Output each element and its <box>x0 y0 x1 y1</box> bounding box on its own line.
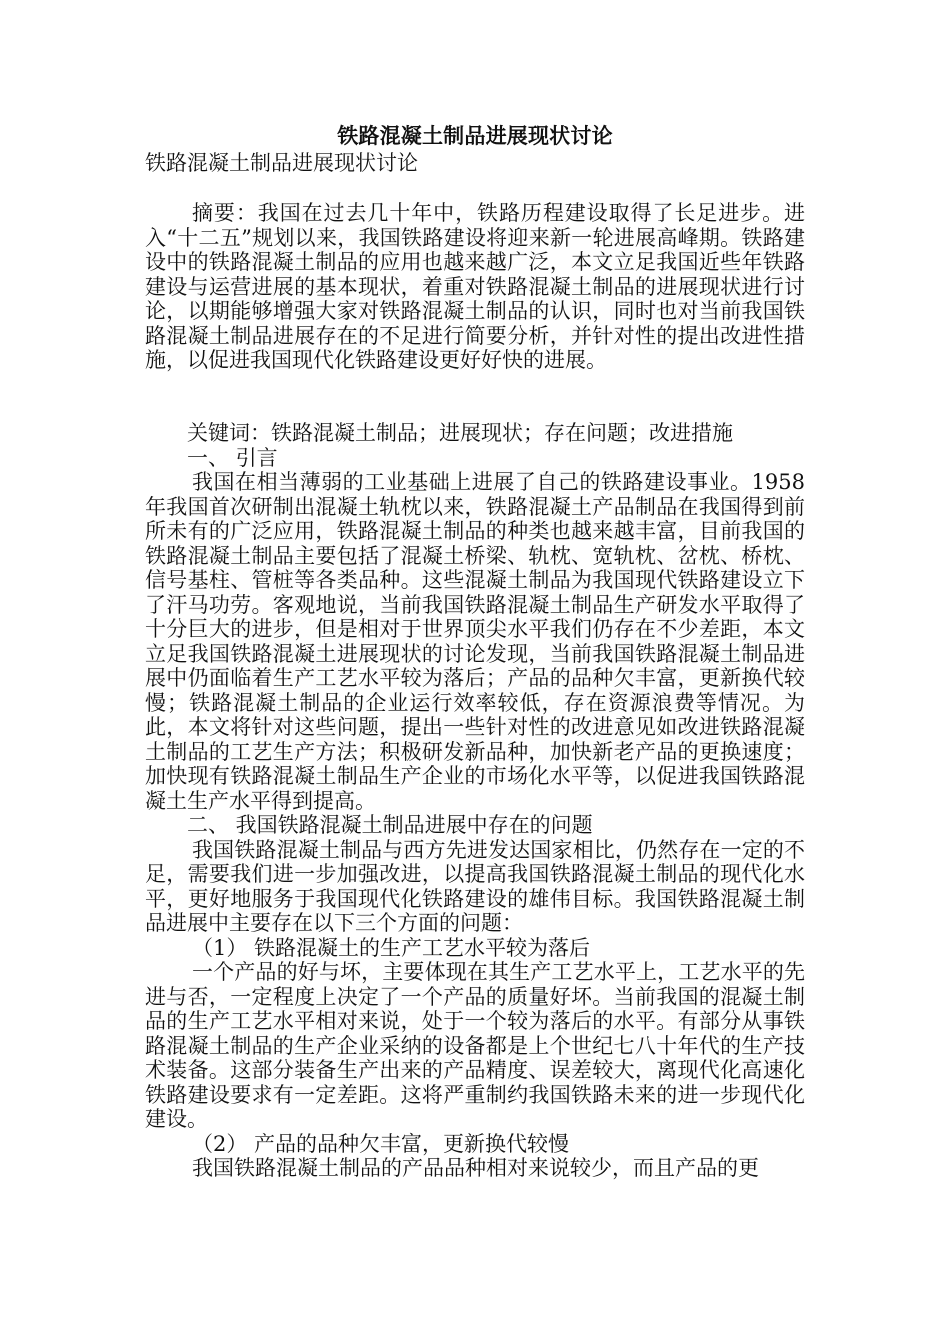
subsection-2-paragraph: 我国铁路混凝土制品的产品品种相对来说较少，而且产品的更 <box>192 1156 759 1180</box>
document-subtitle: 铁路混凝土制品进展现状讨论 <box>145 151 418 175</box>
abstract-block <box>145 201 805 373</box>
subsection-1-heading: （1） 铁路混凝土的生产工艺水平较为落后 <box>192 935 591 960</box>
document-title: 铁路混凝土制品进展现状讨论 <box>337 123 613 148</box>
section-1-paragraph: 我国在相当薄弱的工业基础上进展了自己的铁路建设事业。1958年我国首次研制出混凝土轨枕以来，铁路混凝土产品制品在我国得到前所未有的广泛应用，铁路混凝土制品的种类也越来越丰富，目前我国的铁路混凝土制品主要包括了混凝土桥梁、轨枕、宽轨枕、岔枕、桥枕、信号基柱、管桩等各类品种。这些混凝土制品为我国现代铁路建设立下了汗马功劳。客观地说，当前我国铁路混凝土制品生产研发水平取得了十分巨大的进步，但是相对于世界顶尖水平我们仍存在不少差距，本文立足我国铁路混凝土进展现状的讨论发现，当前我国铁路混凝土制品进展中仍面临着生产工艺水平较为落后；产品的品种欠丰富，更新换代较慢；铁路混凝土制品的企业运行效率较低，存在资源浪费等情况。为此，本文将针对这些问题，提出一些针对性的改进意见如改进铁路混凝土制品的工艺生产方法；积极研发新品种，加快新老产品的更换速度；加快现有铁路混凝土制品生产企业的市场化水平等，以促进我国铁路混凝土生产水平得到提高。 <box>145 470 805 813</box>
keywords-line: 关键词：铁路混凝土制品；进展现状；存在问题；改进措施 <box>187 421 733 445</box>
main-body <box>145 421 805 1181</box>
section-2-heading: 二、 我国铁路混凝土制品进展中存在的问题 <box>187 813 593 837</box>
section-1-heading: 一、 引言 <box>187 445 278 470</box>
section-2-paragraph: 我国铁路混凝土制品与西方先进发达国家相比，仍然存在一定的不足，需要我们进一步加强改进，以提高我国铁路混凝土制品的现代化水平，更好地服务于我国现代化铁路建设的雄伟目标。我国铁路混凝土制品进展中主要存在以下三个方面的问题： <box>145 837 805 935</box>
subsection-1-paragraph: 一个产品的好与坏，主要体现在其生产工艺水平上，工艺水平的先进与否，一定程度上决定了一个产品的质量好坏。当前我国的混凝土制品的生产工艺水平相对来说，处于一个较为落后的水平。有部分从事铁路混凝土制品的生产企业采纳的设备都是上个世纪七八十年代的生产技术装备。这部分装备生产出来的产品精度、误差较大，离现代化高速化铁路建设要求有一定差距。这将严重制约我国铁路未来的进一步现代化建设。 <box>145 960 805 1131</box>
subsection-2-heading: （2） 产品的品种欠丰富，更新换代较慢 <box>192 1131 570 1156</box>
abstract-paragraph: 摘要：我国在过去几十年中，铁路历程建设取得了长足进步。进入“十二五”规划以来，我国铁路建设将迎来新一轮进展高峰期。铁路建设中的铁路混凝土制品的应用也越来越广泛，本文立足我国近些年铁路建设与运营进展的基本现状，着重对铁路混凝土制品的进展现状进行讨论，以期能够增强大家对铁路混凝土制品的认识，同时也对当前我国铁路混凝土制品进展存在的不足进行简要分析，并针对性的提出改进性措施，以促进我国现代化铁路建设更好好快的进展。 <box>145 201 805 372</box>
